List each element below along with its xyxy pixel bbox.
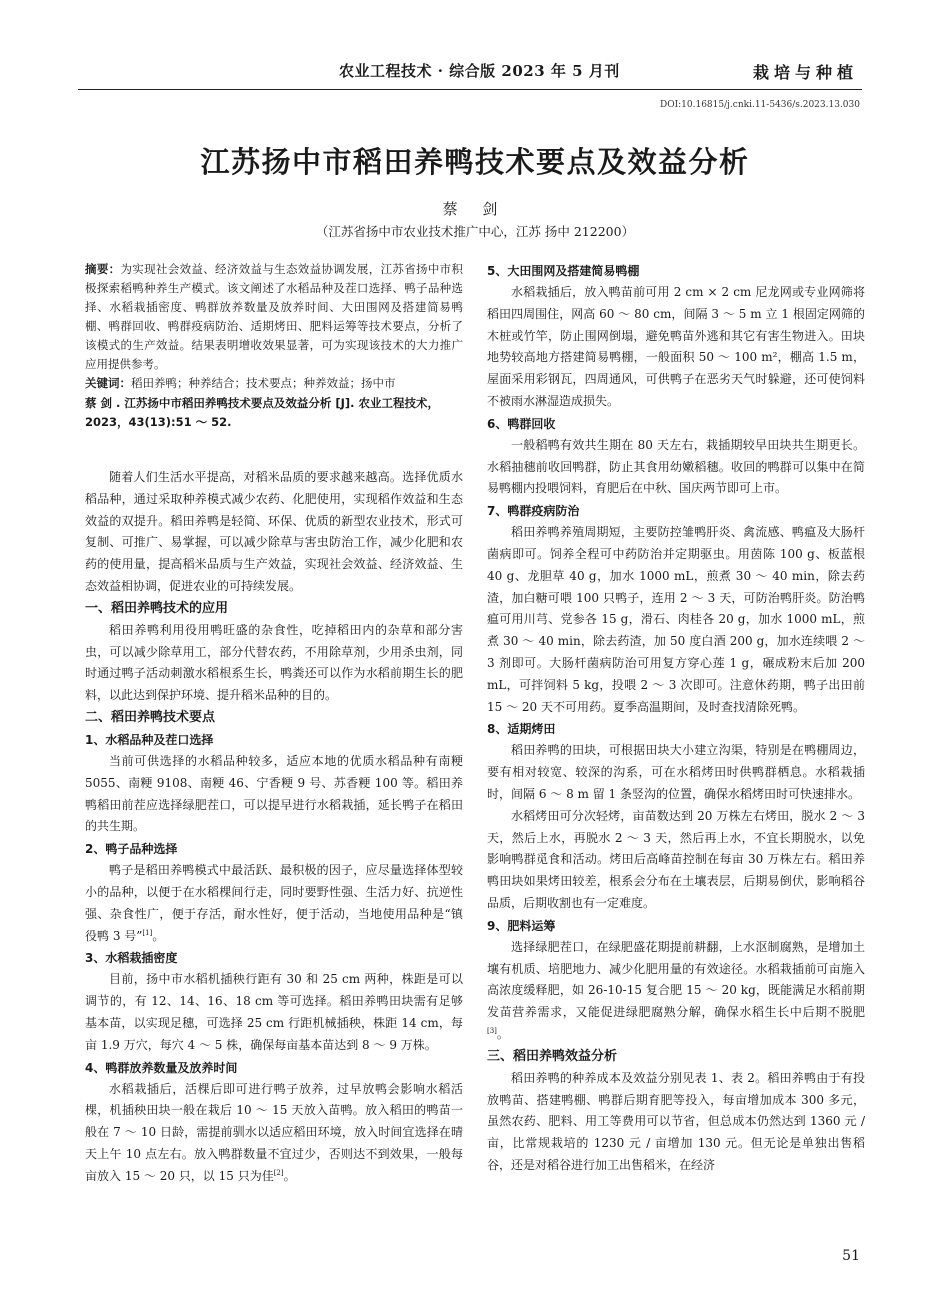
subheading-6: 6、鸭群回收 xyxy=(487,416,556,431)
doi: DOI:10.16815/j.cnki.11-5436/s.2023.13.030 xyxy=(659,100,860,110)
keywords xyxy=(85,374,463,393)
subheading-4: 4、鸭群放养数量及放养时间 xyxy=(85,1060,238,1075)
subheading-2: 2、鸭子品种选择 xyxy=(85,842,178,857)
intro-paragraph: 随着人们生活水平提高，对稻米品质的要求越来越高。选择优质水稻品种，通过采取种养模式减少农药、化肥使用，实现稻作效益和生态效益的双提升。稻田养鸭是轻简、环保、优质的新型农业技术，形式可复制、可推广、易掌握，可以减少除草与害虫防治工作，减少化肥和农药的使用量，提高稻米品质与生产效益，实现社会效益、经济效益、生态效益相协调，促进农业的可持续发展。 xyxy=(85,470,463,593)
subsection-8-paragraph-1: 稻田养鸭的田块，可根据田块大小建立沟渠，特别是在鸭棚周边，要有相对较宽、较深的沟系，可在水稻烤田时供鸭群栖息。水稻栽插时，间隔 6 ～ 8 m 留 1 条竖沟的位置，确保水稻烤田时可快速排水。 xyxy=(487,743,865,801)
section-heading-1: 一、稻田养鸭技术的应用 xyxy=(85,600,229,616)
subsection-1-paragraph: 当前可供选择的水稻品种较多，适应本地的优质水稻品种有南粳 5055、南粳 9108、南粳 46、宁香粳 9 号、苏香粳 100 等。稻田养鸭稻田前茬应选择绿肥茬口，可以提早进行水稻栽插，延长鸭子在稻田的共生期。 xyxy=(85,753,463,834)
abstract xyxy=(85,260,463,374)
spacer xyxy=(85,432,463,467)
subsection-9-paragraph xyxy=(487,937,865,1046)
subheading-8: 8、适期烤田 xyxy=(487,722,556,737)
journal-issue: 农业工程技术 · 综合版 2023 年 5 月刊 xyxy=(339,62,620,80)
left-column xyxy=(85,260,463,1188)
section-1-paragraph: 稻田养鸭利用役用鸭旺盛的杂食性，吃掉稻田内的杂草和部分害虫，可以减少除草用工，部分代替农药，不用除草剂，少用杀虫剂，同时通过鸭子活动刺激水稻根系生长，鸭粪还可以作为水稻前期生长的肥料，以此达到保护环境、提升稻米品种的目的。 xyxy=(85,622,463,703)
subsection-9-end: 。 xyxy=(496,1026,509,1041)
subsection-6-paragraph: 一般稻鸭有效共生期在 80 天左右，栽插期较早田块共生期更长。水稻抽穗前收回鸭群，防止其食用幼嫩稻穗。收回的鸭群可以集中在简易鸭棚内投喂饲料，育肥后在中秋、国庆两节即可上市。 xyxy=(487,437,865,496)
reference-1: [1] xyxy=(142,928,153,937)
abstract-label: 摘要： xyxy=(85,262,121,276)
right-column xyxy=(487,260,865,1177)
section-name: 栽培与种植 xyxy=(752,63,858,82)
subheading-9: 9、肥料运筹 xyxy=(487,918,556,933)
subheading-7: 7、鸭群疫病防治 xyxy=(487,504,580,519)
reference-2: [2] xyxy=(273,1168,284,1177)
subsection-5-paragraph: 水稻栽插后，放入鸭苗前可用 2 cm × 2 cm 尼龙网或专业网筛将稻田四周围住，网高 60 ～ 80 cm，间隔 3 ～ 5 m 立 1 根固定网筛的木桩或竹竿，防止围网倒塌，避免鸭苗外逃和其它有害生物进入。田块地势较高地方搭建简易鸭棚，一般面积 50 ～ 100 m²，棚高 1.5 m，屋面采用彩钢瓦，四周通风，可供鸭子在恶劣天气时躲避，还可使饲料不被雨水淋湿造成损失。 xyxy=(487,285,865,408)
subsection-4-text: 水稻栽插后，活棵后即可进行鸭子放养，过早放鸭会影响水稻活棵，机插秧田块一般在栽后 10 ～ 15 天放入苗鸭。放入稻田的鸭苗一般在 7 ～ 10 日龄，需提前驯水以适应稻田环境，放入时间宜选择在晴天上午 10 点左右。放入鸭群数量不宜过少，否则达不到效果，一般每亩放入 15 ～ 20 只，以 15 只为佳 xyxy=(85,1081,463,1183)
affiliation: （江苏省扬中市农业技术推广中心，江苏 扬中 212200） xyxy=(315,224,635,239)
subsection-2-end: 。 xyxy=(152,928,165,943)
subsection-8-paragraph-2: 水稻烤田可分次轻烤，亩苗数达到 20 万株左右烤田，脱水 2 ～ 3 天，然后上水，再脱水 2 ～ 3 天，然后再上水，不宜长期脱水，以免影响鸭群觅食和活动。烤田后高峰苗控制在每亩 30 万株左右。稻田养鸭田块如果烤田较差，根系会分布在土壤表层，后期易倒伏，影响稻谷品质，后期收割也有一定难度。 xyxy=(487,808,865,910)
subsection-2-text: 鸭子是稻田养鸭模式中最活跃、最积极的因子，应尽量选择体型较小的品种，以便于在水稻棵间行走，同时要野性强、生活力好、抗逆性强、杂食性广，便于存活，耐水性好，便于活动，当地使用品种是“镇役鸭 3 号” xyxy=(85,863,463,943)
section-heading-3: 三、稻田养鸭效益分析 xyxy=(487,1048,618,1064)
subheading-5: 5、大田围网及搭建简易鸭棚 xyxy=(487,264,640,278)
keywords-text: 稻田养鸭；种养结合；技术要点；种养效益；扬中市 xyxy=(131,376,396,390)
subheading-3: 3、水稻栽插密度 xyxy=(85,951,178,966)
header-rule xyxy=(78,89,862,90)
author: 蔡 剑 xyxy=(442,200,508,218)
subsection-4-end: 。 xyxy=(283,1168,296,1183)
article-title: 江苏扬中市稻田养鸭技术要点及效益分析 xyxy=(200,145,750,179)
abstract-text: 为实现社会效益、经济效益与生态效益协调发展，江苏省扬中市积极探索稻鸭种养生产模式。该文阐述了水稻品种及茬口选择、鸭子品种选择、水稻栽插密度、鸭群放养数量及放养时间、大田围网及搭建简易鸭棚、鸭群回收、鸭群疫病防治、适期烤田、肥料运筹等技术要点，分析了该模式的生产效益。结果表明增收效果显著，可为实现该技术的大力推广应用提供参考。 xyxy=(85,262,463,371)
subsection-2-paragraph xyxy=(85,860,463,947)
section-3-paragraph: 稻田养鸭的种养成本及效益分别见表 1、表 2。稻田养鸭由于有投放鸭苗、搭建鸭棚、鸭群后期育肥等投入，每亩增加成本 300 多元，虽然农药、肥料、用工等费用可以节省，但总成本仍然达到 1360 元 / 亩，比常规栽培的 1230 元 / 亩增加 130 元。但无论是单独出售稻谷，还是对稻谷进行加工出售稻米，在经济 xyxy=(487,1070,865,1172)
subsection-7-paragraph: 稻田养鸭养殖周期短，主要防控雏鸭肝炎、禽流感、鸭瘟及大肠杆菌病即可。饲养全程可中药防治并定期驱虫。用茵陈 100 g、板蓝根 40 g、龙胆草 40 g，加水 1000 mL，煎煮 30 ～ 40 min，除去药渣，加白糖可喂 100 只鸭子，连用 2 ～ 3 天，可防治鸭肝炎。防治鸭瘟可用川芎、党参各 15 g，滑石、肉桂各 20 g，加水 1000 mL，煎煮 30 ～ 40 min，除去药渣，加 50 度白酒 200 g，加水连续喂 2 ～ 3 剂即可。大肠杆菌病防治可用复方穿心莲 1 g，碾成粉末后加 200 mL，可拌饲料 5 kg，投喂 2 ～ 3 次即可。注意休药期，鸭子出田前 15 ～ 20 天不可用药。夏季高温期间，及时查找清除死鸭。 xyxy=(487,525,865,714)
subsection-4-paragraph xyxy=(85,1079,463,1188)
reference-3: [3] xyxy=(487,1026,497,1035)
citation: 蔡 剑 . 江苏扬中市稻田养鸭技术要点及效益分析 [J]. 农业工程技术，2023，43(13):51 ～ 52. xyxy=(85,396,440,429)
page-number: 51 xyxy=(842,1248,860,1264)
keywords-label: 关键词： xyxy=(85,376,131,390)
subheading-1: 1、水稻品种及茬口选择 xyxy=(85,732,214,747)
subsection-3-paragraph: 目前，扬中市水稻机插秧行距有 30 和 25 cm 两种，株距是可以调节的，有 12、14、16、18 cm 等可选择。稻田养鸭田块需有足够基本苗，以实现足穗，可选择 25 cm 行距机械插秧，株距 14 cm，每亩 1.9 万穴，每穴 4 ～ 5 株，确保每亩基本苗达到 8 ～ 9 万株。 xyxy=(85,972,463,1052)
subsection-9-text: 选择绿肥茬口，在绿肥盛花期提前耕翻，上水沤制腐熟，是增加土壤有机质、培肥地力、减少化肥用量的有效途径。水稻栽插前可亩施入高浓度缓释肥，如 26-10-15 复合肥 15 ～ 20 kg，既能满足水稻前期发苗营养需求，又能促进绿肥腐熟分解，确保水稻生长中后期不脱肥 xyxy=(487,939,865,1020)
section-heading-2: 二、稻田养鸭技术要点 xyxy=(85,709,216,725)
